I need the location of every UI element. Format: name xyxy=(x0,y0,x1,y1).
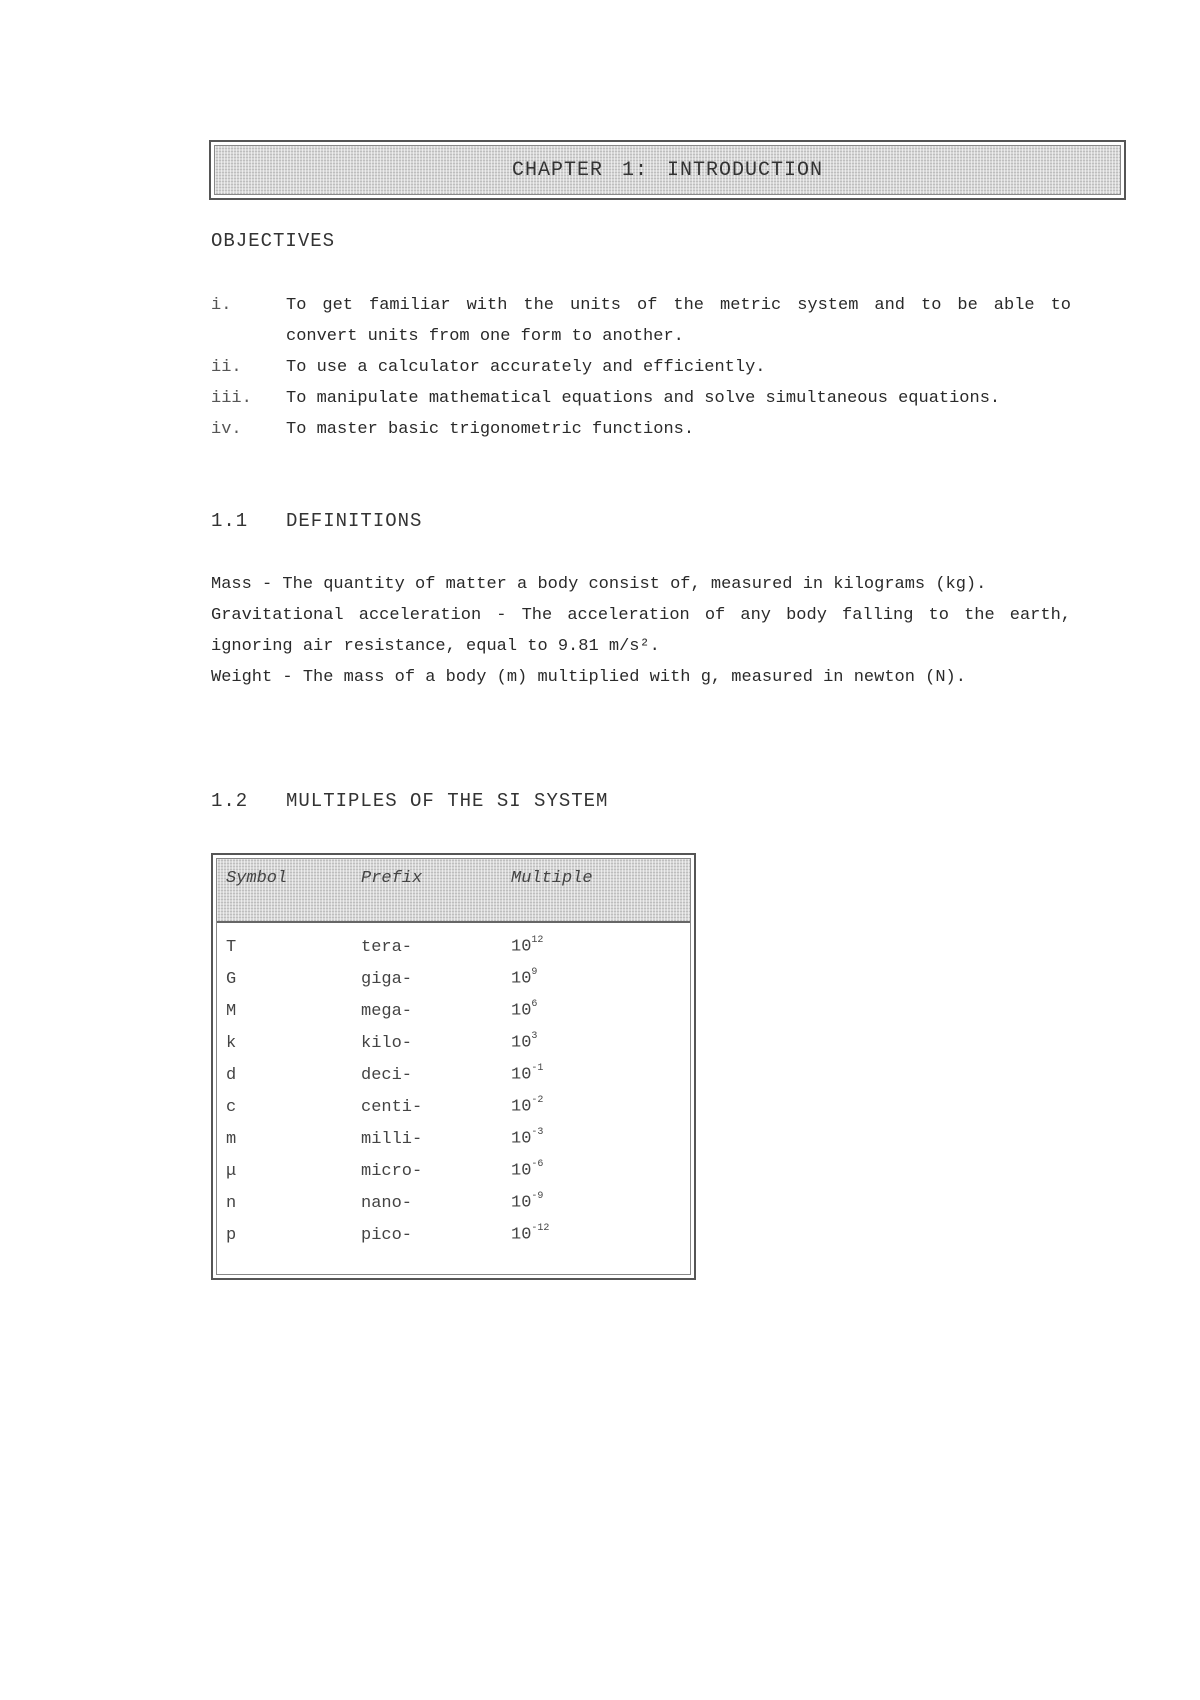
multiple-exponent: -12 xyxy=(531,1223,550,1235)
cell-symbol: c xyxy=(226,1097,237,1117)
chapter-banner-inner xyxy=(214,145,1121,195)
objectives-list xyxy=(211,290,1071,445)
objective-item xyxy=(211,352,1071,383)
definition-term: Gravitational acceleration xyxy=(211,606,482,625)
multiple-exponent: 9 xyxy=(531,967,538,979)
definition-item xyxy=(211,662,1071,693)
objective-text: To get familiar with the units of the metric system and to be able to convert units from one form to another. xyxy=(286,296,1071,346)
cell-multiple xyxy=(511,1161,661,1181)
table-row xyxy=(217,1027,690,1059)
objective-number: iv. xyxy=(211,420,242,439)
multiple-exponent: -1 xyxy=(531,1063,544,1075)
cell-prefix: mega- xyxy=(361,1001,413,1021)
objective-number: ii. xyxy=(211,358,242,377)
objective-item xyxy=(211,414,1071,445)
table-row xyxy=(217,1155,690,1187)
cell-symbol: m xyxy=(226,1129,237,1149)
cell-symbol: k xyxy=(226,1033,237,1053)
multiple-exponent: -2 xyxy=(531,1095,544,1107)
cell-prefix: centi- xyxy=(361,1097,423,1117)
cell-symbol: M xyxy=(226,1001,237,1021)
table-row xyxy=(217,995,690,1027)
definition-text: - The acceleration of any body falling to the earth, ignoring air resistance, equal to 9.81 m/s². xyxy=(211,606,1071,656)
table-body xyxy=(217,923,690,1251)
column-header-prefix: Prefix xyxy=(361,869,423,888)
objective-item xyxy=(211,383,1071,414)
definition-item xyxy=(211,600,1071,662)
cell-multiple xyxy=(511,1097,661,1117)
section-heading-multiples xyxy=(211,790,608,812)
cell-symbol: μ xyxy=(226,1161,237,1181)
table-row xyxy=(217,963,690,995)
section-title: MULTIPLES OF THE SI SYSTEM xyxy=(286,790,609,812)
multiple-exponent: -3 xyxy=(531,1127,544,1139)
objective-item xyxy=(211,290,1071,352)
multiple-base: 10 xyxy=(511,1193,532,1213)
multiple-base: 10 xyxy=(511,1161,532,1181)
si-table-inner xyxy=(216,858,691,1275)
cell-multiple xyxy=(511,969,661,989)
cell-symbol: T xyxy=(226,937,237,957)
chapter-banner xyxy=(209,140,1126,200)
column-header-multiple: Multiple xyxy=(511,869,593,888)
table-row xyxy=(217,1123,690,1155)
multiple-base: 10 xyxy=(511,969,532,989)
objectives-heading: OBJECTIVES xyxy=(211,230,336,252)
cell-multiple xyxy=(511,937,661,957)
cell-prefix: milli- xyxy=(361,1129,423,1149)
objective-text: To manipulate mathematical equations and solve simultaneous equations. xyxy=(286,389,1001,408)
definition-term: Weight xyxy=(211,668,273,687)
multiple-exponent: -6 xyxy=(531,1159,544,1171)
section-number: 1.2 xyxy=(211,790,249,812)
cell-prefix: pico- xyxy=(361,1225,413,1245)
cell-multiple xyxy=(511,1065,661,1085)
table-row xyxy=(217,931,690,963)
cell-symbol: p xyxy=(226,1225,237,1245)
multiple-exponent: -9 xyxy=(531,1191,544,1203)
si-multiples-table xyxy=(211,853,696,1280)
multiple-exponent: 12 xyxy=(531,935,544,947)
cell-prefix: nano- xyxy=(361,1193,413,1213)
table-row xyxy=(217,1091,690,1123)
multiple-exponent: 3 xyxy=(531,1031,538,1043)
table-header xyxy=(217,859,690,923)
table-row xyxy=(217,1219,690,1251)
cell-prefix: giga- xyxy=(361,969,413,989)
multiple-base: 10 xyxy=(511,1129,532,1149)
definition-text: - The mass of a body (m) multiplied with g, measured in newton (N). xyxy=(272,668,966,687)
multiple-base: 10 xyxy=(511,1001,532,1021)
table-row xyxy=(217,1059,690,1091)
definition-item xyxy=(211,569,1071,600)
cell-multiple xyxy=(511,1193,661,1213)
cell-symbol: d xyxy=(226,1065,237,1085)
multiple-base: 10 xyxy=(511,937,532,957)
cell-multiple xyxy=(511,1001,661,1021)
objective-text: To master basic trigonometric functions. xyxy=(286,420,695,439)
cell-prefix: micro- xyxy=(361,1161,423,1181)
multiple-exponent: 6 xyxy=(531,999,538,1011)
cell-prefix: kilo- xyxy=(361,1033,413,1053)
objective-number: iii. xyxy=(211,389,252,408)
cell-symbol: G xyxy=(226,969,237,989)
section-number: 1.1 xyxy=(211,510,249,532)
cell-prefix: tera- xyxy=(361,937,413,957)
definitions-list xyxy=(211,569,1071,693)
cell-multiple xyxy=(511,1225,661,1245)
cell-symbol: n xyxy=(226,1193,237,1213)
cell-multiple xyxy=(511,1033,661,1053)
multiple-base: 10 xyxy=(511,1097,532,1117)
objective-number: i. xyxy=(211,296,232,315)
section-title: DEFINITIONS xyxy=(286,510,423,532)
definition-term: Mass xyxy=(211,575,252,594)
table-row xyxy=(217,1187,690,1219)
section-heading-definitions xyxy=(211,510,422,532)
cell-multiple xyxy=(511,1129,661,1149)
cell-prefix: deci- xyxy=(361,1065,413,1085)
column-header-symbol: Symbol xyxy=(226,869,288,888)
multiple-base: 10 xyxy=(511,1065,532,1085)
multiple-base: 10 xyxy=(511,1225,532,1245)
definition-text: - The quantity of matter a body consist of, measured in kilograms (kg). xyxy=(251,575,987,594)
multiple-base: 10 xyxy=(511,1033,532,1053)
chapter-title: CHAPTER 1: INTRODUCTION xyxy=(511,158,824,182)
objective-text: To use a calculator accurately and efficiently. xyxy=(286,358,766,377)
